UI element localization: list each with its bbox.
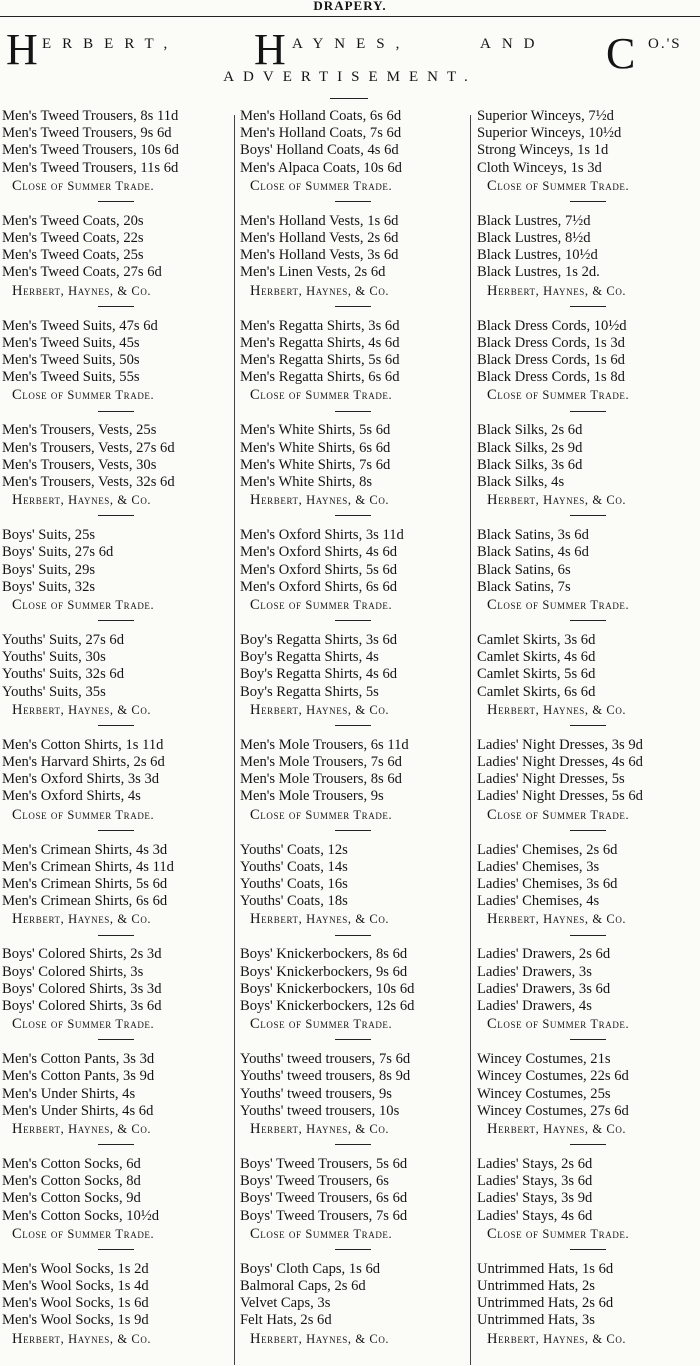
price-line: Black Silks, 3s 6d — [477, 456, 583, 473]
price-line: Boy's Regatta Shirts, 4s 6d — [240, 666, 398, 683]
block-separator-rule — [570, 306, 606, 307]
price-block — [477, 108, 699, 195]
price-line: Men's Tweed Trousers, 8s 11d — [2, 108, 179, 124]
block-separator-rule — [98, 201, 134, 202]
price-line: Boys' Tweed Trousers, 6s — [240, 1173, 389, 1190]
price-line: Men's Under Shirts, 4s 6d — [2, 1102, 154, 1119]
price-line: Ladies' Stays, 2s 6d — [477, 1156, 593, 1172]
title-word-and: AND — [480, 36, 546, 52]
price-block — [477, 1156, 699, 1243]
price-line: Camlet Skirts, 4s 6d — [477, 649, 596, 666]
price-block — [477, 842, 699, 929]
price-line: Black Lustres, 8½d — [477, 230, 591, 246]
price-line: Untrimmed Hats, 1s 6d — [477, 1260, 614, 1277]
price-line: Men's Cotton Shirts, 1s 11d — [2, 736, 164, 753]
price-line: Men's Regatta Shirts, 5s 6d — [240, 352, 400, 368]
price-line: Black Satins, 6s — [477, 561, 571, 578]
price-line: Boys' Suits, 29s — [2, 561, 96, 578]
block-footer: Close of Summer Trade. — [487, 1016, 630, 1033]
price-line: Youths' Suits, 32s 6d — [2, 666, 124, 683]
price-block — [2, 213, 230, 300]
block-footer: Herbert, Haynes, & Co. — [487, 1330, 627, 1347]
price-line: Men's Holland Coats, 7s 6d — [240, 125, 402, 142]
price-block — [240, 1156, 466, 1243]
block-footer: Close of Summer Trade. — [12, 1225, 155, 1242]
price-line: Men's Tweed Suits, 55s — [2, 369, 140, 386]
price-line: Youths' Coats, 18s — [240, 893, 348, 910]
block-separator-rule — [570, 935, 606, 936]
price-line: Boys' Cloth Caps, 1s 6d — [240, 1260, 381, 1277]
price-line: Camlet Skirts, 6s 6d — [477, 683, 596, 700]
block-footer: Close of Summer Trade. — [487, 597, 630, 613]
price-line: Men's Trousers, Vests, 27s 6d — [2, 439, 175, 456]
price-block — [2, 737, 230, 824]
price-line: Ladies' Night Dresses, 3s 9d — [477, 736, 643, 753]
block-footer: Herbert, Haynes, & Co. — [12, 282, 152, 299]
price-line: Men's Holland Vests, 3s 6d — [240, 247, 399, 264]
price-line: Boys' Tweed Trousers, 6s 6d — [240, 1190, 408, 1207]
price-column-1 — [2, 108, 230, 1366]
price-line: Ladies' Night Dresses, 5s — [477, 771, 625, 788]
price-line: Youths' Coats, 12s — [240, 841, 348, 858]
price-line: Men's Harvard Shirts, 2s 6d — [2, 754, 165, 770]
price-line: Men's Wool Socks, 1s 4d — [2, 1278, 149, 1294]
price-line: Black Dress Cords, 1s 3d — [477, 334, 625, 351]
price-line: Men's Wool Socks, 1s 9d — [2, 1312, 149, 1329]
price-line: Men's Regatta Shirts, 6s 6d — [240, 369, 400, 386]
price-block — [2, 1156, 230, 1243]
block-separator-rule — [570, 725, 606, 726]
price-line: Boys' Suits, 25s — [2, 527, 96, 544]
price-line: Black Lustres, 7½d — [477, 212, 591, 229]
price-line: Camlet Skirts, 5s 6d — [477, 666, 596, 683]
price-line: Men's White Shirts, 7s 6d — [240, 456, 391, 473]
block-footer: Herbert, Haynes, & Co. — [487, 911, 627, 928]
block-separator-rule — [570, 830, 606, 831]
price-block — [477, 527, 699, 614]
block-footer: Close of Summer Trade. — [487, 177, 630, 194]
block-footer: Herbert, Haynes, & Co. — [250, 1330, 390, 1347]
price-line: Black Satins, 7s — [477, 578, 571, 595]
price-line: Youths' Suits, 27s 6d — [2, 632, 124, 648]
block-footer: Herbert, Haynes, & Co. — [250, 492, 390, 509]
price-line: Youths' tweed trousers, 7s 6d — [240, 1051, 411, 1068]
block-footer: Herbert, Haynes, & Co. — [12, 1330, 152, 1347]
section-heading: DRAPERY. — [313, 0, 387, 13]
price-line: Boys' Colored Shirts, 2s 3d — [2, 946, 162, 963]
price-line: Men's Crimean Shirts, 4s 11d — [2, 858, 174, 875]
price-line: Black Satins, 3s 6d — [477, 527, 589, 544]
price-line: Balmoral Caps, 2s 6d — [240, 1278, 366, 1294]
price-block — [477, 213, 699, 300]
price-block — [240, 632, 466, 719]
price-line: Superior Winceys, 10½d — [477, 125, 622, 142]
price-line: Men's Trousers, Vests, 30s — [2, 456, 157, 473]
price-line: Men's Cotton Pants, 3s 9d — [2, 1068, 155, 1085]
price-block — [2, 946, 230, 1033]
block-footer: Close of Summer Trade. — [12, 177, 155, 194]
price-block — [477, 318, 699, 405]
price-block — [477, 422, 699, 509]
price-line: Men's Tweed Trousers, 11s 6d — [2, 159, 179, 176]
block-separator-rule — [570, 1144, 606, 1145]
price-line: Youths' Suits, 30s — [2, 649, 106, 666]
block-footer: Herbert, Haynes, & Co. — [250, 911, 390, 928]
price-line: Men's Oxford Shirts, 3s 3d — [2, 771, 160, 788]
block-separator-rule — [335, 306, 371, 307]
price-line: Ladies' Chemises, 3s — [477, 858, 600, 875]
block-footer: Herbert, Haynes, & Co. — [12, 911, 152, 928]
price-line: Men's Mole Trousers, 6s 11d — [240, 736, 409, 753]
block-footer: Herbert, Haynes, & Co. — [12, 1121, 152, 1137]
block-separator-rule — [570, 201, 606, 202]
price-block — [240, 842, 466, 929]
price-line: Black Dress Cords, 1s 6d — [477, 352, 625, 368]
block-separator-rule — [98, 306, 134, 307]
price-line: Ladies' Drawers, 3s — [477, 963, 592, 980]
price-block — [477, 1261, 699, 1348]
price-line: Men's Tweed Suits, 50s — [2, 352, 140, 368]
price-line: Youths' Suits, 35s — [2, 683, 106, 700]
block-footer: Close of Summer Trade. — [12, 387, 155, 404]
title-initial-h1: H — [6, 25, 38, 74]
block-footer: Close of Summer Trade. — [250, 1016, 393, 1033]
price-block — [2, 318, 230, 405]
price-line: Men's White Shirts, 8s — [240, 474, 373, 490]
block-separator-rule — [335, 1039, 371, 1040]
price-column-2 — [240, 108, 466, 1366]
price-line: Men's Oxford Shirts, 6s 6d — [240, 578, 398, 595]
block-separator-rule — [570, 1039, 606, 1040]
block-footer: Herbert, Haynes, & Co. — [12, 492, 152, 509]
price-line: Boy's Regatta Shirts, 4s — [240, 649, 379, 666]
price-line: Men's Under Shirts, 4s — [2, 1085, 136, 1102]
block-separator-rule — [98, 935, 134, 936]
price-line: Men's Trousers, Vests, 25s — [2, 422, 157, 439]
block-footer: Herbert, Haynes, & Co. — [12, 701, 152, 718]
price-line: Untrimmed Hats, 2s 6d — [477, 1295, 614, 1312]
price-line: Men's Cotton Socks, 9d — [2, 1190, 141, 1207]
price-line: Boys' Tweed Trousers, 7s 6d — [240, 1207, 408, 1224]
price-line: Men's Trousers, Vests, 32s 6d — [2, 474, 175, 490]
price-line: Wincey Costumes, 27s 6d — [477, 1102, 629, 1119]
price-line: Men's Tweed Trousers, 9s 6d — [2, 125, 172, 142]
price-block — [240, 1051, 466, 1138]
block-separator-rule — [570, 411, 606, 412]
price-line: Men's Wool Socks, 1s 2d — [2, 1260, 149, 1277]
price-line: Boys' Suits, 32s — [2, 578, 96, 595]
price-block — [2, 1051, 230, 1138]
block-separator-rule — [335, 515, 371, 516]
price-line: Black Silks, 2s 6d — [477, 422, 583, 439]
price-line: Boys' Knickerbockers, 12s 6d — [240, 998, 415, 1014]
block-footer: Herbert, Haynes, & Co. — [250, 701, 390, 718]
block-footer: Herbert, Haynes, & Co. — [487, 1121, 627, 1137]
block-separator-rule — [98, 1144, 134, 1145]
block-separator-rule — [98, 411, 134, 412]
price-line: Youths' tweed trousers, 8s 9d — [240, 1068, 411, 1085]
block-footer: Close of Summer Trade. — [250, 1225, 393, 1242]
price-block — [477, 1051, 699, 1138]
block-separator-rule — [98, 830, 134, 831]
price-block — [240, 422, 466, 509]
price-line: Black Dress Cords, 10½d — [477, 317, 627, 334]
block-separator-rule — [570, 620, 606, 621]
price-line: Men's Oxford Shirts, 5s 6d — [240, 561, 398, 578]
price-line: Men's Regatta Shirts, 3s 6d — [240, 317, 400, 334]
price-block — [240, 213, 466, 300]
price-line: Men's Tweed Coats, 27s 6d — [2, 264, 162, 281]
block-footer: Herbert, Haynes, & Co. — [487, 492, 627, 509]
advert-subtitle: ADVERTISEMENT. — [223, 69, 477, 85]
price-line: Black Lustres, 1s 2d. — [477, 264, 600, 281]
price-line: Men's Cotton Socks, 8d — [2, 1173, 141, 1190]
price-line: Boys' Colored Shirts, 3s — [2, 963, 144, 980]
price-line: Men's Tweed Coats, 25s — [2, 247, 144, 264]
price-line: Black Silks, 2s 9d — [477, 439, 583, 456]
price-line: Ladies' Chemises, 3s 6d — [477, 876, 618, 892]
price-line: Men's Wool Socks, 1s 6d — [2, 1295, 149, 1312]
block-separator-rule — [570, 515, 606, 516]
price-line: Camlet Skirts, 3s 6d — [477, 632, 596, 648]
price-line: Untrimmed Hats, 2s — [477, 1278, 595, 1294]
block-separator-rule — [98, 1039, 134, 1040]
price-line: Velvet Caps, 3s — [240, 1295, 331, 1312]
block-separator-rule — [98, 725, 134, 726]
price-block — [240, 108, 466, 195]
block-footer: Close of Summer Trade. — [250, 806, 393, 823]
price-line: Black Silks, 4s — [477, 474, 565, 490]
price-block — [240, 527, 466, 614]
header-rule — [0, 16, 700, 17]
title-word-co: O.'S — [648, 36, 682, 52]
block-footer: Herbert, Haynes, & Co. — [250, 282, 390, 299]
price-line: Men's Holland Coats, 6s 6d — [240, 108, 402, 124]
price-line: Men's Crimean Shirts, 4s 3d — [2, 841, 168, 858]
block-separator-rule — [335, 1144, 371, 1145]
price-line: Men's Tweed Trousers, 10s 6d — [2, 142, 179, 159]
price-line: Youths' tweed trousers, 9s — [240, 1085, 392, 1102]
price-line: Men's Tweed Suits, 45s — [2, 334, 140, 351]
price-line: Ladies' Stays, 4s 6d — [477, 1207, 593, 1224]
block-separator-rule — [335, 620, 371, 621]
price-line: Wincey Costumes, 25s — [477, 1085, 611, 1102]
price-line: Men's Tweed Coats, 20s — [2, 212, 144, 229]
price-column-3 — [477, 108, 699, 1366]
price-block — [240, 318, 466, 405]
column-divider-2 — [470, 115, 471, 1365]
title-initial-c: C — [606, 29, 636, 78]
title-initial-h2: H — [254, 25, 286, 74]
price-line: Boy's Regatta Shirts, 3s 6d — [240, 632, 398, 648]
column-divider-1 — [234, 115, 235, 1365]
price-block — [2, 1261, 230, 1348]
price-line: Boys' Colored Shirts, 3s 6d — [2, 998, 162, 1014]
price-line: Men's Mole Trousers, 7s 6d — [240, 754, 402, 770]
block-footer: Close of Summer Trade. — [250, 177, 393, 194]
price-line: Black Dress Cords, 1s 8d — [477, 369, 625, 386]
title-word-herbert: ERBERT, — [42, 36, 179, 52]
block-separator-rule — [335, 411, 371, 412]
price-block — [2, 842, 230, 929]
price-block — [477, 946, 699, 1033]
price-block — [240, 737, 466, 824]
block-separator-rule — [335, 1249, 371, 1250]
block-footer: Close of Summer Trade. — [487, 806, 630, 823]
price-block — [477, 737, 699, 824]
price-line: Men's White Shirts, 5s 6d — [240, 422, 391, 439]
price-line: Ladies' Stays, 3s 9d — [477, 1190, 593, 1207]
price-line: Boys' Knickerbockers, 8s 6d — [240, 946, 408, 963]
block-footer: Close of Summer Trade. — [12, 806, 155, 823]
block-separator-rule — [335, 201, 371, 202]
price-line: Men's Cotton Socks, 6d — [2, 1156, 141, 1172]
price-line: Men's Tweed Coats, 22s — [2, 230, 144, 246]
price-block — [240, 946, 466, 1033]
price-line: Boys' Holland Coats, 4s 6d — [240, 142, 399, 159]
block-footer: Close of Summer Trade. — [12, 1016, 155, 1033]
price-line: Ladies' Chemises, 2s 6d — [477, 841, 618, 858]
subtitle-rule — [330, 98, 368, 99]
block-footer: Herbert, Haynes, & Co. — [487, 282, 627, 299]
block-footer: Close of Summer Trade. — [487, 387, 630, 404]
price-line: Felt Hats, 2s 6d — [240, 1312, 332, 1329]
price-line: Youths' tweed trousers, 10s — [240, 1102, 400, 1119]
price-line: Youths' Coats, 16s — [240, 876, 348, 892]
price-line: Ladies' Night Dresses, 4s 6d — [477, 754, 643, 770]
price-line: Ladies' Chemises, 4s — [477, 893, 600, 910]
block-separator-rule — [335, 830, 371, 831]
price-line: Black Satins, 4s 6d — [477, 544, 589, 561]
price-line: Men's Crimean Shirts, 6s 6d — [2, 893, 168, 910]
price-line: Men's Cotton Socks, 10½d — [2, 1207, 160, 1224]
price-line: Ladies' Drawers, 4s — [477, 998, 592, 1014]
price-block — [2, 108, 230, 195]
price-line: Men's Holland Vests, 2s 6d — [240, 230, 399, 246]
block-footer: Herbert, Haynes, & Co. — [250, 1121, 390, 1137]
price-line: Wincey Costumes, 21s — [477, 1051, 611, 1068]
price-line: Men's Mole Trousers, 8s 6d — [240, 771, 402, 788]
price-line: Boys' Knickerbockers, 10s 6d — [240, 980, 415, 997]
price-line: Strong Winceys, 1s 1d — [477, 142, 609, 159]
title-word-haynes: AYNES, — [292, 36, 411, 52]
price-line: Boys' Knickerbockers, 9s 6d — [240, 963, 408, 980]
price-block — [2, 527, 230, 614]
price-line: Men's Oxford Shirts, 4s — [2, 788, 141, 805]
price-line: Ladies' Night Dresses, 5s 6d — [477, 788, 643, 805]
price-line: Cloth Winceys, 1s 3d — [477, 159, 602, 176]
price-line: Men's Mole Trousers, 9s — [240, 788, 384, 805]
block-footer: Close of Summer Trade. — [250, 387, 393, 404]
price-line: Men's Oxford Shirts, 4s 6d — [240, 544, 398, 561]
price-block — [2, 632, 230, 719]
price-line: Boys' Colored Shirts, 3s 3d — [2, 980, 162, 997]
price-line: Men's Oxford Shirts, 3s 11d — [240, 527, 404, 544]
price-line: Men's Tweed Suits, 47s 6d — [2, 317, 158, 334]
price-line: Boys' Suits, 27s 6d — [2, 544, 114, 561]
block-separator-rule — [335, 935, 371, 936]
price-line: Boys' Tweed Trousers, 5s 6d — [240, 1156, 408, 1172]
price-line: Wincey Costumes, 22s 6d — [477, 1068, 629, 1085]
price-line: Superior Winceys, 7½d — [477, 108, 614, 124]
price-line: Men's Regatta Shirts, 4s 6d — [240, 334, 400, 351]
block-separator-rule — [335, 725, 371, 726]
price-block — [240, 1261, 466, 1348]
price-line: Men's Holland Vests, 1s 6d — [240, 212, 399, 229]
block-footer: Close of Summer Trade. — [250, 597, 393, 613]
price-line: Ladies' Stays, 3s 6d — [477, 1173, 593, 1190]
block-separator-rule — [98, 1249, 134, 1250]
price-line: Men's Crimean Shirts, 5s 6d — [2, 876, 168, 892]
price-line: Ladies' Drawers, 3s 6d — [477, 980, 611, 997]
block-footer: Close of Summer Trade. — [12, 597, 155, 613]
price-line: Youths' Coats, 14s — [240, 858, 348, 875]
price-line: Men's Alpaca Coats, 10s 6d — [240, 159, 402, 176]
price-block — [477, 632, 699, 719]
price-line: Men's Linen Vests, 2s 6d — [240, 264, 386, 281]
price-line: Men's Cotton Pants, 3s 3d — [2, 1051, 155, 1068]
block-separator-rule — [570, 1249, 606, 1250]
price-block — [2, 422, 230, 509]
price-line: Ladies' Drawers, 2s 6d — [477, 946, 611, 963]
price-line: Boy's Regatta Shirts, 5s — [240, 683, 379, 700]
block-separator-rule — [98, 620, 134, 621]
price-line: Men's White Shirts, 6s 6d — [240, 439, 391, 456]
block-footer: Close of Summer Trade. — [487, 1225, 630, 1242]
price-line: Black Lustres, 10½d — [477, 247, 598, 264]
block-footer: Herbert, Haynes, & Co. — [487, 701, 627, 718]
price-line: Untrimmed Hats, 3s — [477, 1312, 595, 1329]
block-separator-rule — [98, 515, 134, 516]
